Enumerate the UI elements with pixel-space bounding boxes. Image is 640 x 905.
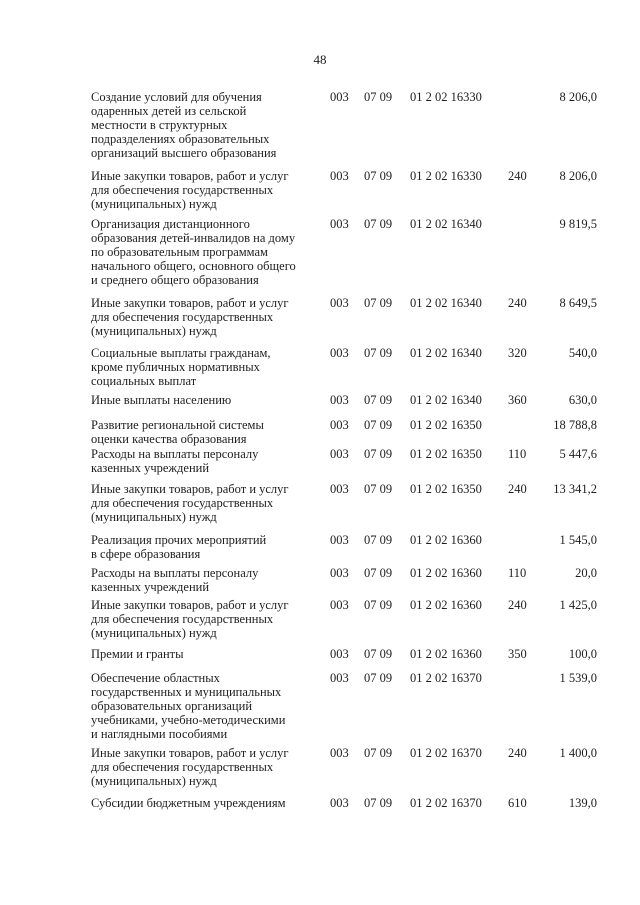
admin-code: 003 xyxy=(330,296,349,310)
expense-kind-code: 240 xyxy=(508,746,527,760)
target-article-code: 01 2 02 16360 xyxy=(410,598,482,612)
admin-code: 003 xyxy=(330,447,349,461)
admin-code: 003 xyxy=(330,566,349,580)
section-code: 07 09 xyxy=(364,90,393,104)
expense-name: Иные выплаты населению xyxy=(91,393,232,407)
section-code: 07 09 xyxy=(364,533,393,547)
amount-value: 13 341,2 xyxy=(553,482,597,496)
admin-code: 003 xyxy=(330,598,349,612)
section-code: 07 09 xyxy=(364,598,393,612)
section-code: 07 09 xyxy=(364,796,393,810)
target-article-code: 01 2 02 16340 xyxy=(410,217,482,231)
target-article-code: 01 2 02 16360 xyxy=(410,566,482,580)
amount-value: 630,0 xyxy=(568,393,597,407)
expense-kind-code: 610 xyxy=(508,796,527,810)
section-code: 07 09 xyxy=(364,169,393,183)
expense-kind-code: 320 xyxy=(508,346,527,360)
target-article-code: 01 2 02 16350 xyxy=(410,447,482,461)
amount-value: 1 545,0 xyxy=(559,533,597,547)
target-article-code: 01 2 02 16350 xyxy=(410,482,482,496)
expense-name: Обеспечение областных государственных и муниципальных образовательных организаций учебниками, учебно-методическими и наглядными пособиями xyxy=(91,671,286,741)
expense-name: Иные закупки товаров, работ и услуг для обеспечения государственных (муниципальных) нужд xyxy=(91,169,289,211)
admin-code: 003 xyxy=(330,533,349,547)
expense-name: Расходы на выплаты персоналу казенных учреждений xyxy=(91,566,259,594)
admin-code: 003 xyxy=(330,346,349,360)
expense-name: Субсидии бюджетным учреждениям xyxy=(91,796,286,810)
page-number: 48 xyxy=(313,52,327,67)
section-code: 07 09 xyxy=(364,746,393,760)
amount-value: 139,0 xyxy=(568,796,597,810)
target-article-code: 01 2 02 16340 xyxy=(410,393,482,407)
section-code: 07 09 xyxy=(364,296,393,310)
expense-name: Организация дистанционного образования детей-инвалидов на дому по образовательным программам начального общего, основного общего и среднего общего образования xyxy=(91,217,296,287)
expense-name: Иные закупки товаров, работ и услуг для обеспечения государственных (муниципальных) нужд xyxy=(91,296,289,338)
amount-value: 5 447,6 xyxy=(559,447,597,461)
amount-value: 8 206,0 xyxy=(559,90,597,104)
expense-kind-code: 240 xyxy=(508,598,527,612)
amount-value: 8 649,5 xyxy=(559,296,597,310)
section-code: 07 09 xyxy=(364,217,393,231)
section-code: 07 09 xyxy=(364,671,393,685)
expense-name: Социальные выплаты гражданам, кроме публичных нормативных социальных выплат xyxy=(91,346,271,388)
expense-kind-code: 110 xyxy=(508,447,527,461)
section-code: 07 09 xyxy=(364,447,393,461)
expense-name: Иные закупки товаров, работ и услуг для обеспечения государственных (муниципальных) нужд xyxy=(91,746,289,788)
expense-name: Премии и гранты xyxy=(91,647,184,661)
section-code: 07 09 xyxy=(364,647,393,661)
expense-kind-code: 110 xyxy=(508,566,527,580)
amount-value: 1 425,0 xyxy=(559,598,597,612)
section-code: 07 09 xyxy=(364,482,393,496)
admin-code: 003 xyxy=(330,671,349,685)
admin-code: 003 xyxy=(330,90,349,104)
target-article-code: 01 2 02 16330 xyxy=(410,169,482,183)
expense-kind-code: 240 xyxy=(508,169,527,183)
amount-value: 9 819,5 xyxy=(559,217,597,231)
target-article-code: 01 2 02 16350 xyxy=(410,418,482,432)
expense-kind-code: 240 xyxy=(508,296,527,310)
section-code: 07 09 xyxy=(364,566,393,580)
target-article-code: 01 2 02 16370 xyxy=(410,746,482,760)
admin-code: 003 xyxy=(330,482,349,496)
target-article-code: 01 2 02 16370 xyxy=(410,796,482,810)
amount-value: 20,0 xyxy=(575,566,597,580)
target-article-code: 01 2 02 16340 xyxy=(410,346,482,360)
amount-value: 540,0 xyxy=(568,346,597,360)
expense-kind-code: 360 xyxy=(508,393,527,407)
admin-code: 003 xyxy=(330,169,349,183)
target-article-code: 01 2 02 16370 xyxy=(410,671,482,685)
target-article-code: 01 2 02 16360 xyxy=(410,533,482,547)
expense-name: Реализация прочих мероприятий в сфере образования xyxy=(91,533,267,561)
expense-name: Создание условий для обучения одаренных детей из сельской местности в структурных подразделениях образовательных организаций высшего образования xyxy=(91,90,277,160)
expense-kind-code: 240 xyxy=(508,482,527,496)
section-code: 07 09 xyxy=(364,393,393,407)
target-article-code: 01 2 02 16330 xyxy=(410,90,482,104)
expense-name: Иные закупки товаров, работ и услуг для обеспечения государственных (муниципальных) нужд xyxy=(91,598,289,640)
admin-code: 003 xyxy=(330,393,349,407)
amount-value: 100,0 xyxy=(568,647,597,661)
admin-code: 003 xyxy=(330,217,349,231)
amount-value: 1 400,0 xyxy=(559,746,597,760)
expense-name: Расходы на выплаты персоналу казенных учреждений xyxy=(91,447,259,475)
amount-value: 8 206,0 xyxy=(559,169,597,183)
expense-name: Развитие региональной системы оценки качества образования xyxy=(91,418,264,446)
expense-name: Иные закупки товаров, работ и услуг для обеспечения государственных (муниципальных) нужд xyxy=(91,482,289,524)
amount-value: 18 788,8 xyxy=(553,418,597,432)
section-code: 07 09 xyxy=(364,346,393,360)
admin-code: 003 xyxy=(330,796,349,810)
admin-code: 003 xyxy=(330,647,349,661)
amount-value: 1 539,0 xyxy=(559,671,597,685)
target-article-code: 01 2 02 16340 xyxy=(410,296,482,310)
expense-kind-code: 350 xyxy=(508,647,527,661)
admin-code: 003 xyxy=(330,746,349,760)
admin-code: 003 xyxy=(330,418,349,432)
section-code: 07 09 xyxy=(364,418,393,432)
target-article-code: 01 2 02 16360 xyxy=(410,647,482,661)
